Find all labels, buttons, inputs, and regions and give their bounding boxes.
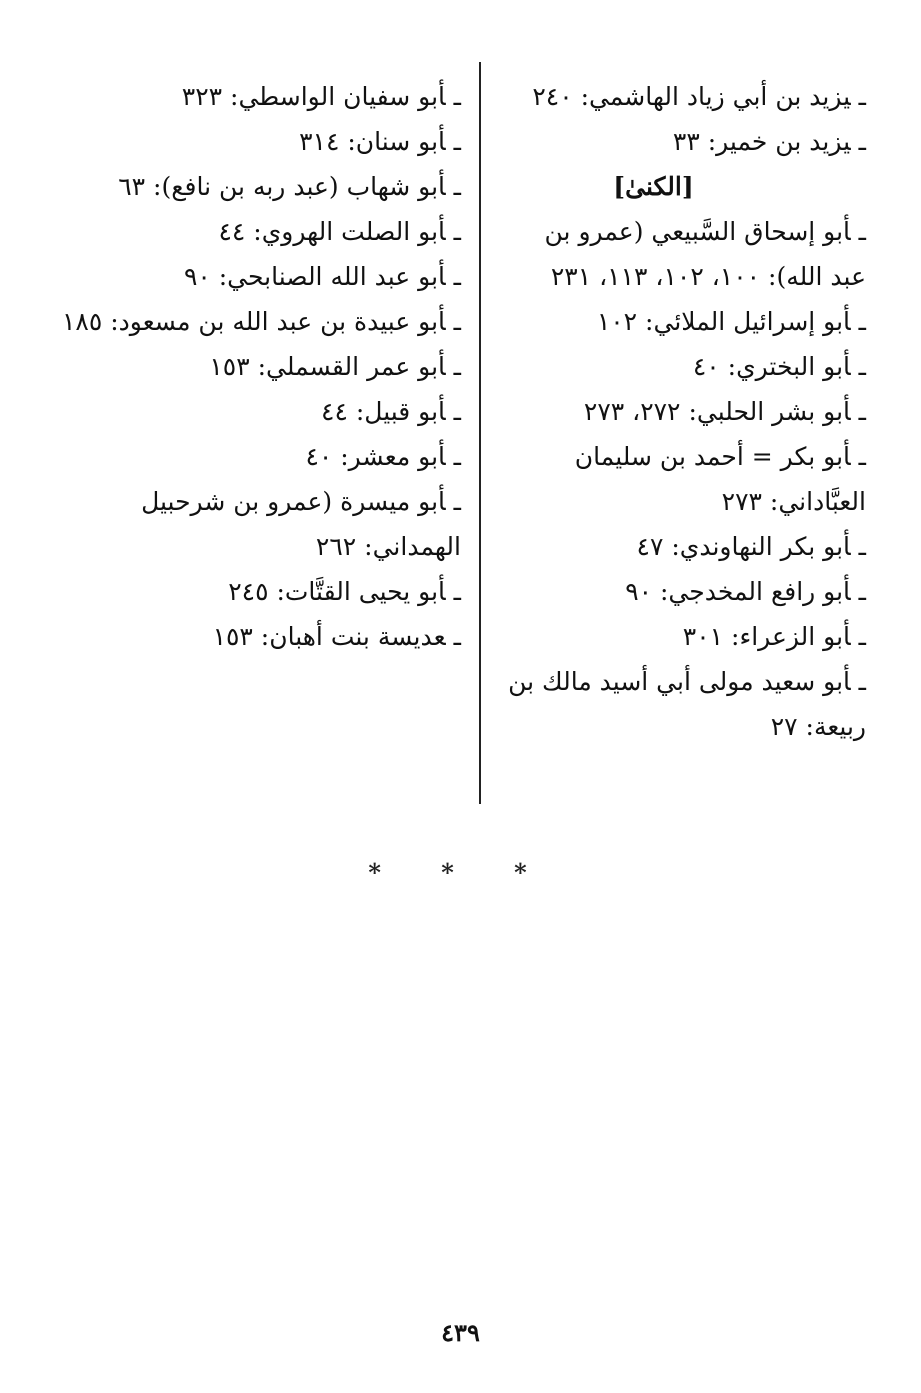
index-entry: ـأبو بكر = أحمد بن سليمان العبَّاداني: ٢٧٣ (481, 434, 866, 524)
index-entry: ـأبو عبد الله الصنابحي: ٩٠ (183, 262, 461, 291)
index-entry: ـأبو بشر الحلبي: ٢٧٢، ٢٧٣ (583, 397, 866, 426)
index-entry: ـعديسة بنت أهبان: ١٥٣ (212, 622, 461, 651)
index-entry-continuation: الهمداني: ٢٦٢ (315, 532, 461, 561)
index-entry: ـأبو قبيل: ٤٤ (321, 397, 461, 426)
index-entry: ـأبو ميسرة (عمرو بن شرحبيل الهمداني: ٢٦٢ (51, 479, 461, 569)
page-number: ٤٣٩ (441, 1318, 480, 1347)
index-entry: ـأبو معشر: ٤٠ (305, 442, 461, 471)
index-entry: ـيزيد بن خمير: ٣٣ (672, 127, 866, 156)
index-entry: ـأبو سفيان الواسطي: ٣٢٣ (181, 82, 461, 111)
index-entry: ـأبو إسرائيل الملائي: ١٠٢ (596, 307, 866, 336)
index-entry: ـأبو البختري: ٤٠ (692, 352, 866, 381)
index-entry: ـأبو عمر القسملي: ١٥٣ (209, 352, 461, 381)
index-entry: ـيزيد بن أبي زياد الهاشمي: ٢٤٠ (532, 82, 866, 111)
index-entry: ـأبو الزعراء: ٣٠١ (682, 622, 866, 651)
index-entry-continuation: عبد الله): ١٠٠، ١٠٢، ١١٣، ٢٣١ (550, 262, 866, 291)
section-separator: * * * (368, 858, 553, 887)
index-entry: ـأبو إسحاق السَّبيعي (عمرو بن عبد الله): ١٠٠، ١٠٢، ١١٣، ٢٣١ (481, 209, 866, 299)
index-entry: ـأبو عبيدة بن عبد الله بن مسعود: ١٨٥ (62, 307, 461, 336)
index-entry: ـأبو رافع المخدجي: ٩٠ (625, 577, 866, 606)
index-entry: ـأبو بكر النهاوندي: ٤٧ (636, 532, 866, 561)
index-entry: ـأبو يحيى القتَّات: ٢٤٥ (228, 577, 461, 606)
index-entry: ـأبو سنان: ٣١٤ (299, 127, 461, 156)
index-entry: ـأبو الصلت الهروي: ٤٤ (218, 217, 461, 246)
index-entry: ـأبو سعيد مولى أبي أسيد مالك بن ربيعة: ٢٧ (481, 659, 866, 749)
index-entry-continuation: العبَّاداني: ٢٧٣ (721, 487, 866, 516)
index-column-left (51, 74, 461, 659)
index-entry: ـأبو شهاب (عبد ربه بن نافع): ٦٣ (118, 172, 461, 201)
section-heading-kunya: [الكنىٰ] (613, 172, 694, 201)
index-column-right (481, 74, 866, 749)
index-entry-continuation: ربيعة: ٢٧ (770, 712, 866, 741)
column-divider (479, 62, 481, 804)
